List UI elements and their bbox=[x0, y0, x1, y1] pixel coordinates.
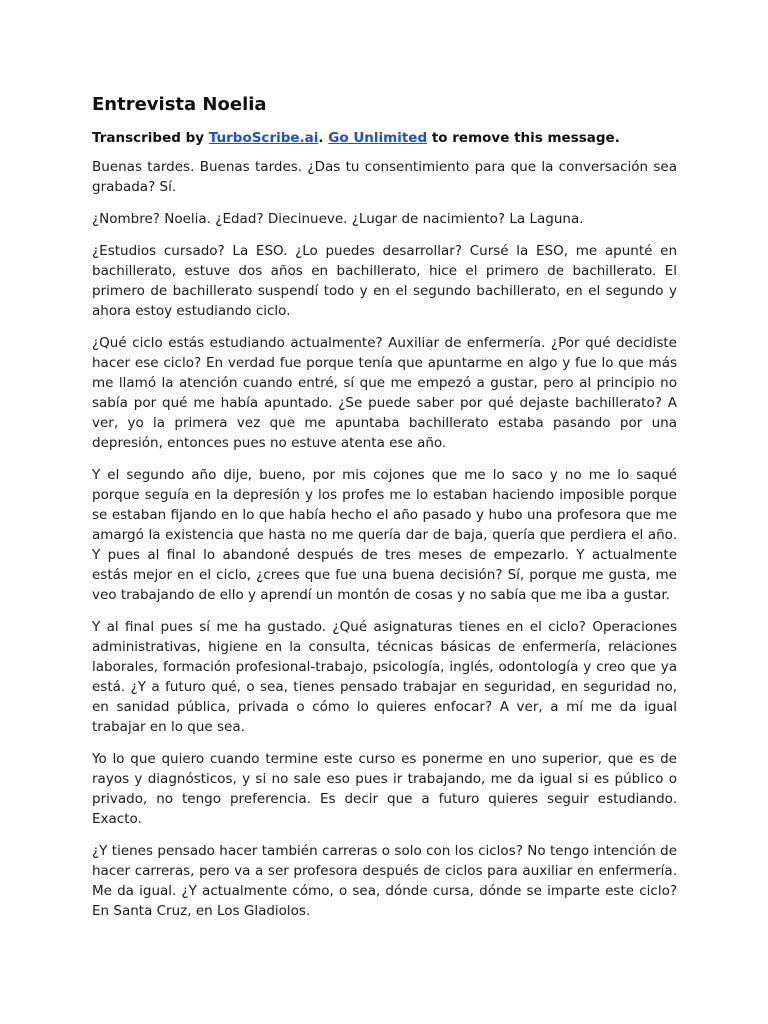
notice-separator: . bbox=[318, 130, 329, 146]
paragraph: ¿Estudios cursado? La ESO. ¿Lo puedes desarrollar? Cursé la ESO, me apunté en bachillerato, estuve dos años en bachillerato, hice el primero de bachillerato. El primero de bachillerato suspendí todo y en el segundo bachillerato, en el segundo y ahora estoy estudiando ciclo. bbox=[92, 243, 677, 319]
notice-suffix: to remove this message. bbox=[427, 130, 620, 146]
document-title: Entrevista Noelia bbox=[92, 94, 267, 115]
go-unlimited-link[interactable]: Go Unlimited bbox=[328, 130, 428, 146]
turboscribe-link[interactable]: TurboScribe.ai bbox=[208, 130, 319, 146]
notice-prefix: Transcribed by bbox=[92, 130, 209, 146]
paragraph: ¿Nombre? Noelia. ¿Edad? Diecinueve. ¿Lugar de nacimiento? La Laguna. bbox=[92, 211, 584, 227]
transcription-notice bbox=[92, 129, 677, 147]
paragraph: Yo lo que quiero cuando termine este curso es ponerme en uno superior, que es de rayos y diagnósticos, y si no sale eso pues ir trabajando, me da igual si es público o privado, no tengo preferencia. Es decir que a futuro quieres seguir estudiando. Exacto. bbox=[92, 751, 677, 827]
paragraph: Buenas tardes. Buenas tardes. ¿Das tu consentimiento para que la conversación sea grabada? Sí. bbox=[92, 159, 677, 195]
paragraph: ¿Qué ciclo estás estudiando actualmente? Auxiliar de enfermería. ¿Por qué decidiste hacer ese ciclo? En verdad fue porque tenía que apuntarme en algo y fue lo que más me llamó la atención cuando entré, sí que me empezó a gustar, pero al principio no sabía por qué me había apuntado. ¿Se puede saber por qué dejaste bachillerato? A ver, yo la primera vez que me apuntaba bachillerato estaba pasando por una depresión, entonces pues no estuve atenta ese año. bbox=[92, 335, 677, 451]
document-page bbox=[92, 94, 677, 933]
paragraph: ¿Y tienes pensado hacer también carreras o solo con los ciclos? No tengo intención de hacer carreras, pero va a ser profesora después de ciclos para auxiliar en enfermería. Me da igual. ¿Y actualmente cómo, o sea, dónde cursa, dónde se imparte este ciclo? En Santa Cruz, en Los Gladiolos. bbox=[92, 843, 677, 919]
paragraph: Y al final pues sí me ha gustado. ¿Qué asignaturas tienes en el ciclo? Operaciones administrativas, higiene en la consulta, técnicas básicas de enfermería, relaciones laborales, formación profesional-trabajo, psicología, inglés, odontología y creo que ya está. ¿Y a futuro qué, o sea, tienes pensado trabajar en seguridad, en seguridad no, en sanidad pública, privada o cómo lo quieres enfocar? A ver, a mí me da igual trabajar en lo que sea. bbox=[92, 619, 677, 735]
paragraph: Y el segundo año dije, bueno, por mis cojones que me lo saco y no me lo saqué porque seguía en la depresión y los profes me lo estaban haciendo imposible porque se estaban fijando en lo que había hecho el año pasado y hubo una profesora que me amargó la existencia que hasta no me quería dar de baja, quería que perdiera el año. Y pues al final lo abandoné después de tres meses de empezarlo. Y actualmente estás mejor en el ciclo, ¿crees que fue una buena decisión? Sí, porque me gusta, me veo trabajando de ello y aprendí un montón de cosas y no sabía que me iba a gustar. bbox=[92, 467, 677, 603]
